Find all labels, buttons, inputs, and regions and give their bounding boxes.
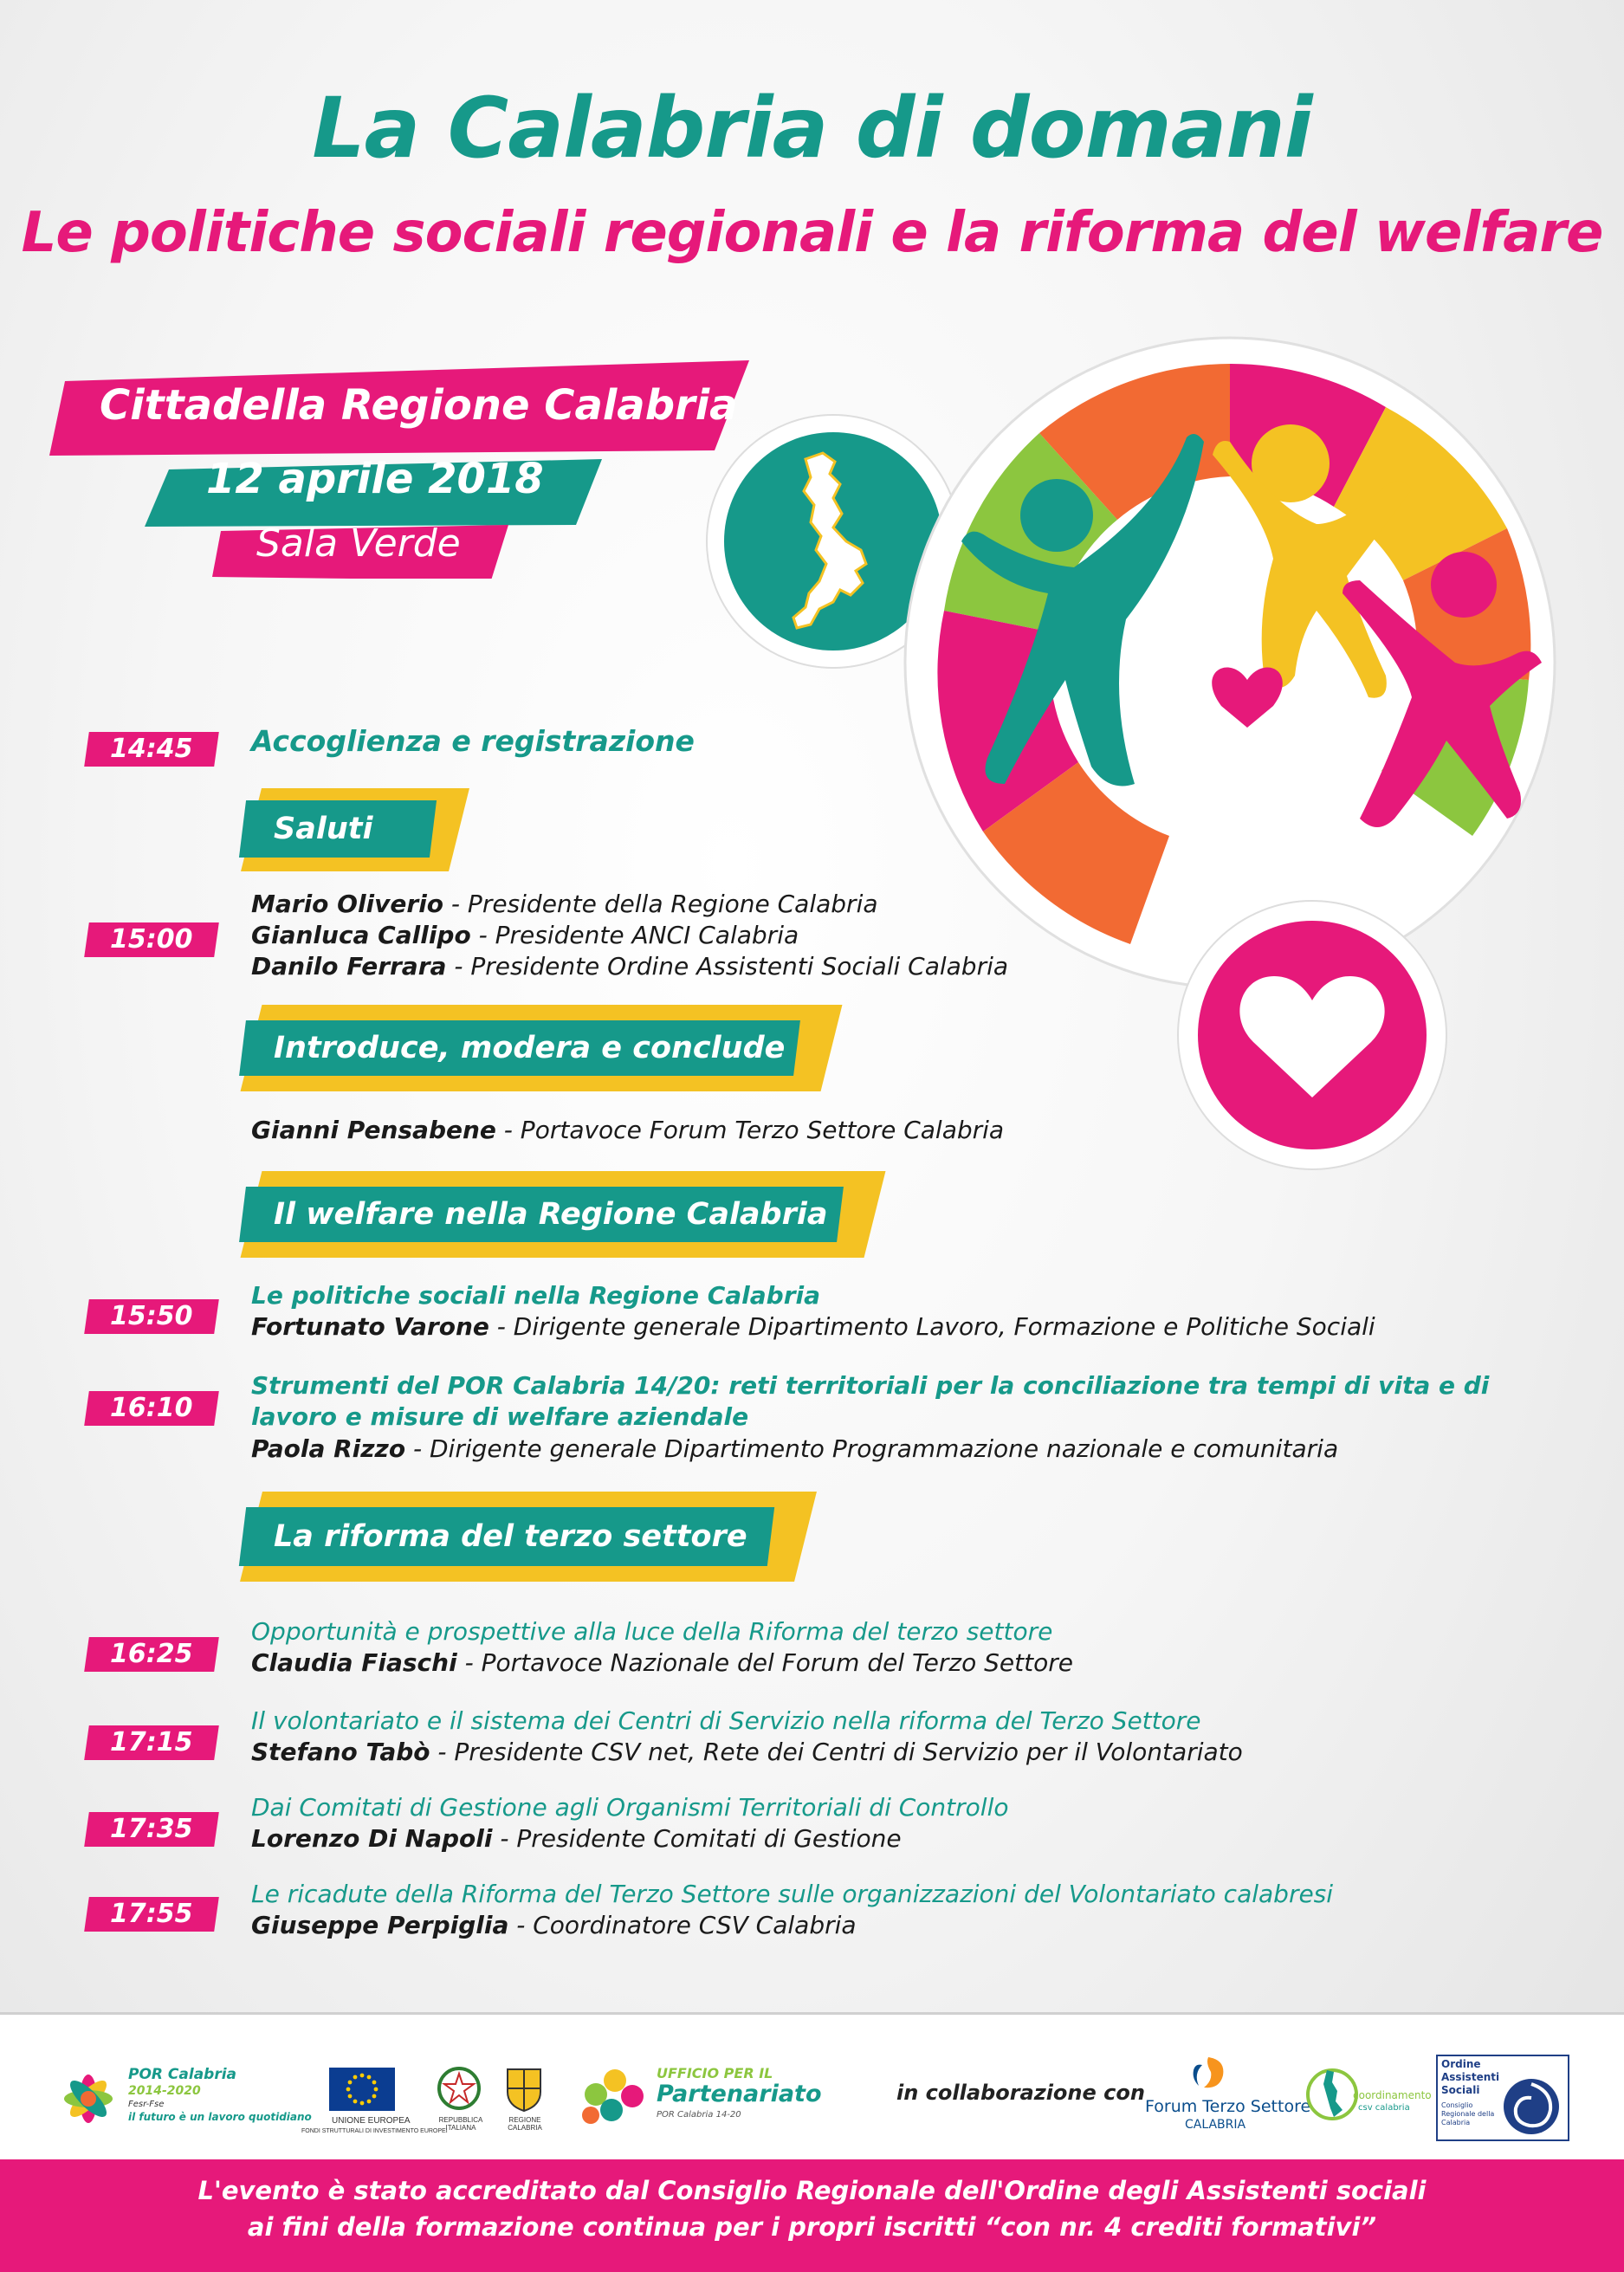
order-line3: Sociali (1441, 2084, 1480, 2096)
talk-1715-title: Il volontariato e il sistema dei Centri di Servizio nella riforma del Terzo Settore (251, 1706, 1201, 1735)
talk-1625-title: Opportunità e prospettive alla luce della Riforma del terzo settore (251, 1617, 1053, 1646)
csv-line2: csv calabria (1358, 2103, 1410, 2113)
talk-1715-speaker: Stefano Tabò - Presidente CSV net, Rete dei Centri di Servizio per il Volontariato (251, 1738, 1243, 1766)
forum-region: CALABRIA (1185, 2118, 1246, 2132)
section-moderator: Introduce, modera e conclude (243, 1005, 849, 1100)
partner-line2: Partenariato (657, 2081, 822, 2107)
csv-line1: coordinamento (1353, 2089, 1432, 2101)
talk-1610-speaker: Paola Rizzo - Dirigente generale Dipartimento Programmazione nazionale e comunitaria (251, 1434, 1339, 1463)
time-badge-1610: 16:10 (84, 1391, 219, 1426)
order-sub: Consiglio Regionale della Calabria (1441, 2101, 1495, 2126)
partner-people-logo (579, 2062, 651, 2131)
page-title: La Calabria di domani (312, 80, 1312, 177)
talk-1755-title: Le ricadute della Riforma del Terzo Settore sulle organizzazioni del Volontariato calabresi (251, 1880, 1334, 1908)
order-logo (1436, 2055, 1569, 2141)
eu-flag-icon (329, 2068, 395, 2111)
speaker-ferrara: Danilo Ferrara - Presidente Ordine Assistenti Sociali Calabria (251, 952, 1009, 981)
time-badge-1625: 16:25 (84, 1637, 219, 1672)
time-badge-1755: 17:55 (84, 1897, 219, 1932)
collaboration-label: in collaborazione con (896, 2081, 1145, 2105)
por-years: 2014-2020 (128, 2084, 201, 2098)
talk-1610-title-1: Strumenti del POR Calabria 14/20: reti territoriali per la conciliazione tra tempi di vita e di (251, 1371, 1490, 1400)
italy-label: REPUBBLICA ITALIANA (438, 2116, 483, 2132)
partner-line3: POR Calabria 14-20 (657, 2110, 741, 2120)
time-badge-1500: 15:00 (84, 922, 219, 957)
section-reform: La riforma del terzo settore (243, 1492, 823, 1589)
order-swirl-icon (1498, 2074, 1564, 2136)
por-fund: Fesr-Fse (128, 2100, 165, 2109)
accreditation-line1: L'evento è stato accreditato dal Consiglio Regionale dell'Ordine degli Assistenti sociali (197, 2176, 1427, 2205)
speaker-callipo: Gianluca Callipo - Presidente ANCI Calabria (251, 921, 799, 949)
heart-badge (1174, 897, 1451, 1174)
speaker-oliverio: Mario Oliverio - Presidente della Regione Calabria (251, 890, 878, 918)
section-welfare: Il welfare nella Regione Calabria (243, 1171, 892, 1266)
talk-1625-speaker: Claudia Fiaschi - Portavoce Nazionale del Forum del Terzo Settore (251, 1648, 1073, 1677)
community-illustration (901, 333, 1559, 992)
region-label: REGIONE CALABRIA (508, 2116, 542, 2132)
talk-1735-title: Dai Comitati di Gestione agli Organismi Territoriali di Controllo (251, 1793, 1009, 1822)
venue-room: Sala Verde (256, 521, 461, 566)
venue-date: 12 aprile 2018 (206, 455, 544, 503)
eu-fund-label: FONDI STRUTTURALI DI INVESTIMENTO EUROPEI (301, 2128, 448, 2134)
talk-1735-speaker: Lorenzo Di Napoli - Presidente Comitati di Gestione (251, 1824, 902, 1853)
por-tagline: il futuro è un lavoro quotidiano (128, 2111, 312, 2123)
region-shield-icon (504, 2066, 544, 2113)
partner-line1: UFFICIO PER IL (657, 2065, 773, 2081)
por-name: POR Calabria (128, 2066, 237, 2083)
talk-1610-title-2: lavoro e misure di welfare aziendale (251, 1402, 749, 1431)
time-badge-1735: 17:35 (84, 1812, 219, 1847)
page-subtitle: Le politiche sociali regionali e la riforma del welfare (21, 201, 1603, 265)
welcome-title: Accoglienza e registrazione (251, 724, 695, 758)
section-saluti: Saluti (243, 788, 459, 875)
por-flower-logo (54, 2064, 123, 2133)
accreditation-line2: ai fini della formazione continua per i propri iscritti “con nr. 4 crediti formativi” (247, 2212, 1377, 2242)
eu-label: UNIONE EUROPEA (332, 2116, 411, 2126)
time-badge-1715: 17:15 (84, 1725, 219, 1760)
order-line2: Assistenti (1441, 2071, 1500, 2083)
italy-emblem-icon (437, 2065, 481, 2112)
forum-name: Forum Terzo Settore (1145, 2097, 1311, 2116)
time-badge-1445: 14:45 (84, 732, 219, 767)
talk-1550-title: Le politiche sociali nella Regione Calabria (251, 1281, 820, 1310)
time-badge-1550: 15:50 (84, 1299, 219, 1334)
order-line1: Ordine (1441, 2058, 1481, 2070)
talk-1755-speaker: Giuseppe Perpiglia - Coordinatore CSV Calabria (251, 1911, 857, 1939)
talk-1550-speaker: Fortunato Varone - Dirigente generale Dipartimento Lavoro, Formazione e Politiche Sociali (251, 1312, 1375, 1341)
venue-place: Cittadella Regione Calabria (100, 381, 738, 430)
moderator-line: Gianni Pensabene - Portavoce Forum Terzo Settore Calabria (251, 1116, 1005, 1144)
csv-calabria-logo (1306, 2060, 1358, 2127)
forum-logo-icon (1187, 2053, 1230, 2096)
